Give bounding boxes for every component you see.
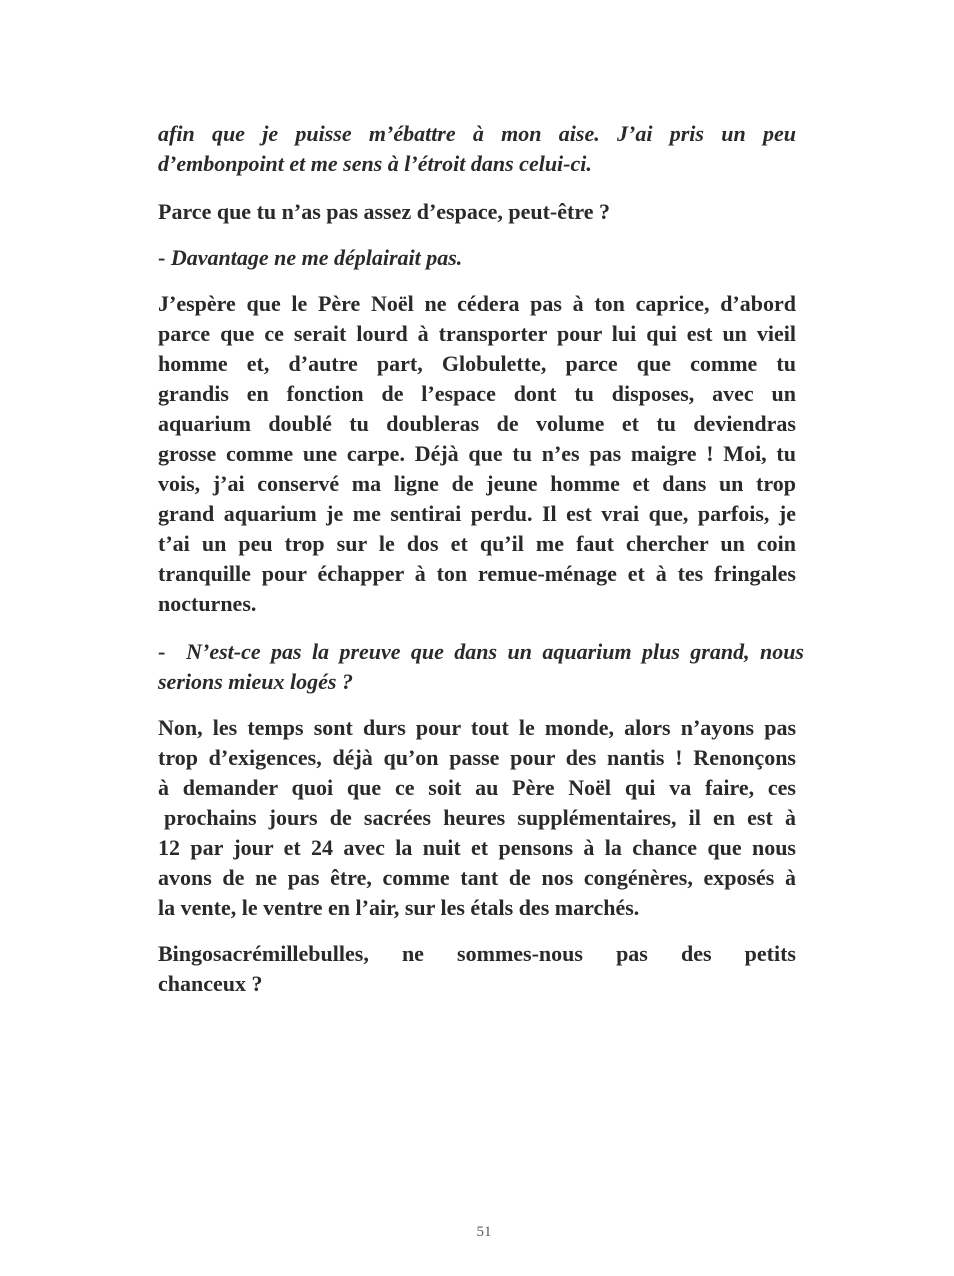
paragraph-line: trop d’exigences, déjà qu’on passe pour des nantis ! Renonçons bbox=[158, 745, 796, 770]
paragraph-line: à demander quoi que ce soit au Père Noël qui va faire, ces bbox=[158, 775, 796, 800]
paragraph-line: la vente, le ventre en l’air, sur les étals des marchés. bbox=[158, 895, 640, 920]
paragraph-4 bbox=[158, 289, 796, 619]
paragraph-line: chanceux ? bbox=[158, 971, 263, 996]
paragraph-line: nocturnes. bbox=[158, 591, 257, 616]
paragraph-6 bbox=[158, 713, 796, 923]
paragraph-line: grosse comme une carpe. Déjà que tu n’es pas maigre ! Moi, tu bbox=[158, 441, 796, 466]
paragraph-line: Parce que tu n’as pas assez d’espace, peut-être ? bbox=[158, 199, 610, 224]
paragraph-line: homme et, d’autre part, Globulette, parce que comme tu bbox=[158, 351, 796, 376]
dialogue-dash: - bbox=[158, 639, 166, 664]
paragraph-line: grandis en fonction de l’espace dont tu disposes, avec un bbox=[158, 381, 796, 406]
paragraph-line: Non, les temps sont durs pour tout le monde, alors n’ayons pas bbox=[158, 715, 796, 740]
paragraph-5 bbox=[158, 637, 804, 697]
dialogue-text: N’est-ce pas la preuve que dans un aquarium plus grand, nous bbox=[186, 639, 804, 664]
paragraph-line: 12 par jour et 24 avec la nuit et pensons à la chance que nous bbox=[158, 835, 796, 860]
paragraph-line: tranquille pour échapper à ton remue-ménage et à tes fringales bbox=[158, 561, 796, 586]
paragraph-line: t’ai un peu trop sur le dos et qu’il me faut chercher un coin bbox=[158, 531, 796, 556]
paragraph-line: Bingosacrémillebulles, ne sommes-nous pas des petits bbox=[158, 941, 796, 966]
paragraph-line: parce que ce serait lourd à transporter pour lui qui est un vieil bbox=[158, 321, 796, 346]
paragraph-7 bbox=[158, 939, 796, 999]
dialogue-line bbox=[158, 243, 796, 273]
paragraph-line: afin que je puisse m’ébattre à mon aise. J’ai pris un peu bbox=[158, 121, 796, 146]
paragraph-1 bbox=[158, 119, 796, 179]
page-number: 51 bbox=[476, 1224, 492, 1240]
paragraph-3 bbox=[158, 243, 796, 273]
paragraph-line: avons de ne pas être, comme tant de nos congénères, exposés à bbox=[158, 865, 796, 890]
dialogue-line: serions mieux logés ? bbox=[158, 669, 353, 694]
paragraph-2 bbox=[158, 197, 796, 227]
paragraph-line: J’espère que le Père Noël ne cédera pas à ton caprice, d’abord bbox=[158, 291, 796, 316]
paragraph-line: grand aquarium je me sentirai perdu. Il est vrai que, parfois, je bbox=[158, 501, 796, 526]
paragraph-line: d’embonpoint et me sens à l’étroit dans celui-ci. bbox=[158, 151, 592, 176]
dialogue-dash: - bbox=[158, 245, 166, 270]
dialogue-text: Davantage ne me déplairait pas. bbox=[170, 245, 463, 270]
paragraph-line: prochains jours de sacrées heures supplémentaires, il en est à bbox=[164, 805, 796, 830]
dialogue-line bbox=[158, 637, 804, 667]
paragraph-line: vois, j’ai conservé ma ligne de jeune homme et dans un trop bbox=[158, 471, 796, 496]
paragraph-line: aquarium doublé tu doubleras de volume et tu deviendras bbox=[158, 411, 796, 436]
